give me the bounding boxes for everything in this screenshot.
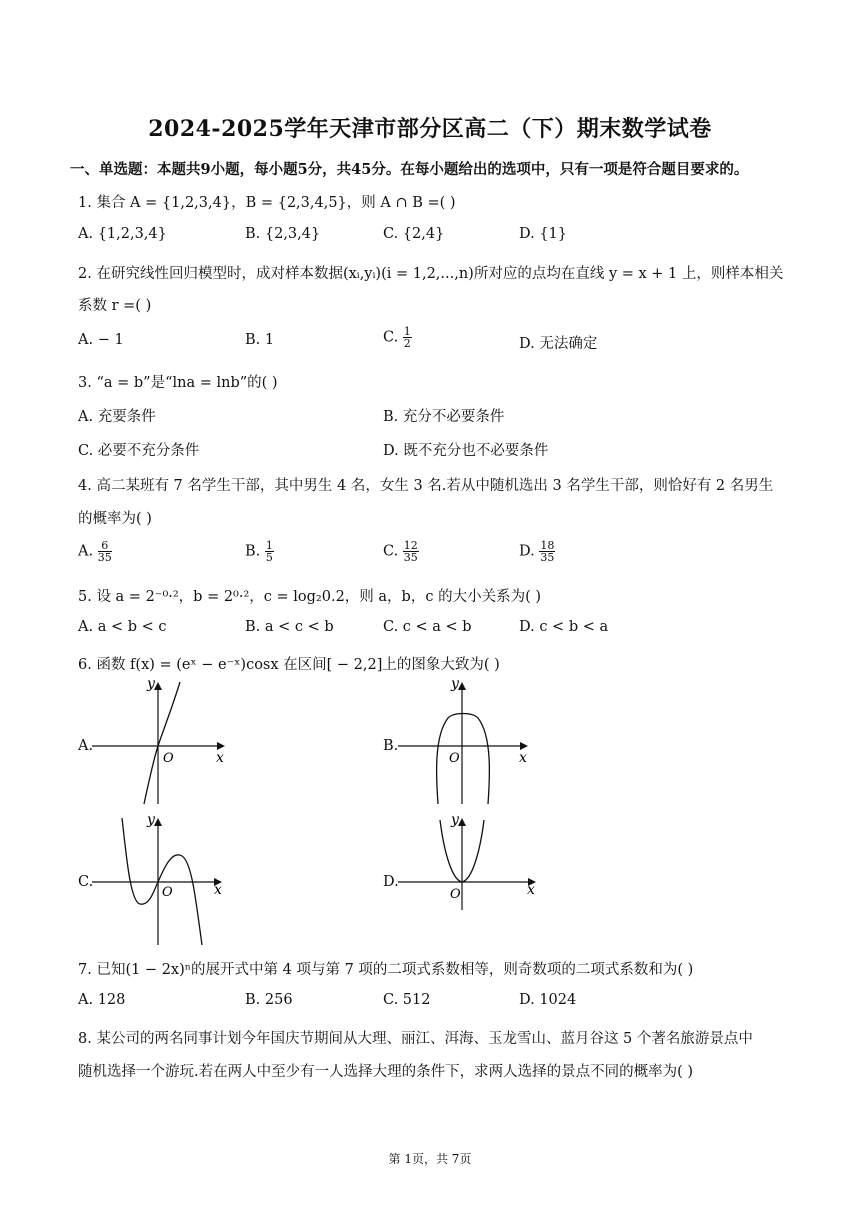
q7-option-a: A. 128 (78, 992, 126, 1008)
q4-option-d-fraction: $\frac{18}{35}$ (540, 539, 555, 564)
q1-option-b: B. {2,3,4} (245, 226, 321, 242)
q5-option-d: D. c < b < a (519, 619, 609, 635)
q1-option-d: D. {1} (519, 226, 568, 242)
question-4-line2: 的概率为( ) (78, 511, 152, 527)
q4-option-a: A. $\frac{6}{35}$ (78, 539, 112, 564)
q5-option-c: C. c < a < b (383, 619, 472, 635)
section-heading: 一、单选题：本题共9小题，每小题5分，共45分。在每小题给出的选项中，只有一项是符合题目要求的。 (70, 161, 749, 178)
q7-option-b: B. 256 (245, 992, 293, 1008)
svg-text:O: O (449, 751, 460, 766)
question-8-line2: 随机选择一个游玩.若在两人中至少有一人选择大理的条件下，求两人选择的景点不同的概率为( ) (78, 1064, 694, 1080)
svg-text:y: y (147, 812, 155, 828)
question-8-line1: 8. 某公司的两名同事计划今年国庆节期间从大理、丽江、洱海、玉龙雪山、蓝月谷这 5 个著名旅游景点中 (78, 1031, 753, 1047)
svg-text:O: O (163, 751, 174, 766)
svg-text:x: x (519, 750, 527, 766)
svg-text:O: O (450, 887, 461, 902)
q1-option-a: A. {1,2,3,4} (78, 226, 167, 242)
svg-text:x: x (214, 882, 222, 898)
graph-a (92, 676, 242, 806)
q5-option-b: B. a < c < b (245, 619, 334, 635)
svg-text:y: y (147, 676, 155, 692)
q6-option-a: A. (78, 738, 94, 754)
graph-d (398, 812, 548, 912)
question-6: 6. 函数 f(x) = (eˣ − e⁻ˣ)cosx 在区间[ − 2,2]上的图象大致为( ) (78, 657, 500, 673)
q2-option-c (383, 326, 412, 349)
q6-option-c: C. (78, 874, 94, 890)
q7-option-c: C. 512 (383, 992, 431, 1008)
q2-option-c-label: C. (383, 329, 403, 346)
q4-option-b-fraction: $\frac{1}{5}$ (265, 539, 273, 564)
q3-option-b: B. 充分不必要条件 (383, 409, 505, 425)
q3-option-c: C. 必要不充分条件 (78, 443, 200, 459)
q4-option-c-fraction: $\frac{12}{35}$ (403, 539, 418, 564)
page-footer: 第 1页，共 7页 (388, 1152, 472, 1166)
svg-text:O: O (162, 885, 173, 900)
question-1: 1. 集合 A = {1,2,3,4}，B = {2,3,4,5}，则 A ∩ B =( ) (78, 195, 456, 211)
graph-c (92, 812, 242, 947)
svg-text:x: x (527, 882, 535, 898)
question-7: 7. 已知(1 − 2x)ⁿ的展开式中第 4 项与第 7 项的二项式系数相等，则奇数项的二项式系数和为( ) (78, 962, 694, 978)
page-title: 2024-2025学年天津市部分区高二（下）期末数学试卷 (148, 116, 712, 142)
svg-text:y: y (451, 812, 459, 828)
svg-text:x: x (216, 750, 224, 766)
question-5: 5. 设 a = 2⁻⁰·²，b = 2⁰·²，c = log₂0.2，则 a，b，c 的大小关系为( ) (78, 589, 541, 605)
q6-option-b: B. (383, 738, 399, 754)
question-2-line2: 系数 r =( ) (78, 298, 152, 314)
q4-option-d: D. $\frac{18}{35}$ (519, 539, 555, 564)
q2-option-d: D. 无法确定 (519, 336, 598, 352)
q2-option-c-fraction: $\frac{1}{2}$ (403, 325, 411, 350)
question-4-line1: 4. 高二某班有 7 名学生干部，其中男生 4 名，女生 3 名.若从中随机选出 3 名学生干部，则恰好有 2 名男生 (78, 478, 774, 494)
graph-b (398, 676, 548, 806)
q7-option-d: D. 1024 (519, 992, 577, 1008)
question-3: 3. “a = b”是“lna = lnb”的( ) (78, 375, 278, 391)
q1-option-c: C. {2,4} (383, 226, 445, 242)
svg-text:y: y (451, 676, 459, 692)
q2-option-a: A. − 1 (78, 332, 124, 348)
q3-option-a: A. 充要条件 (78, 409, 156, 425)
q3-option-d: D. 既不充分也不必要条件 (383, 443, 549, 459)
q4-option-c: C. $\frac{12}{35}$ (383, 539, 418, 564)
q2-option-b: B. 1 (245, 332, 275, 348)
question-2-line1: 2. 在研究线性回归模型时，成对样本数据(xᵢ,yᵢ)(i = 1,2,...,n)所对应的点均在直线 y = x + 1 上，则样本相关 (78, 266, 784, 282)
q5-option-a: A. a < b < c (78, 619, 167, 635)
q4-option-b: B. $\frac{1}{5}$ (245, 539, 273, 564)
q4-option-a-fraction: $\frac{6}{35}$ (97, 539, 112, 564)
q6-option-d: D. (383, 874, 399, 890)
